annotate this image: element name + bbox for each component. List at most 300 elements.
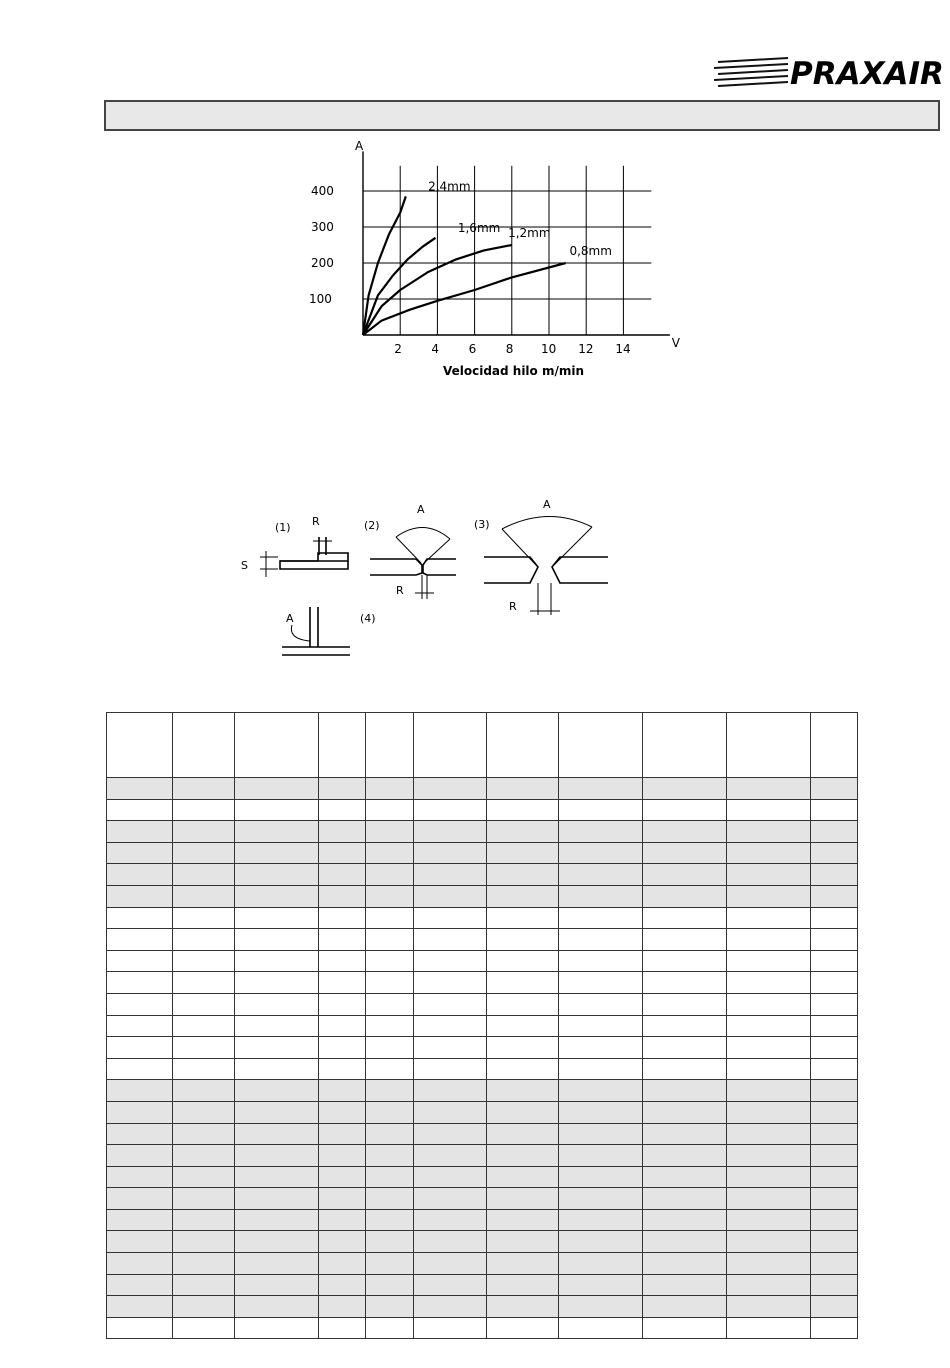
table-cell	[235, 1037, 319, 1059]
table-cell	[173, 1296, 235, 1318]
table-cell	[173, 1145, 235, 1167]
table-cell	[414, 1296, 487, 1318]
header-cell	[414, 713, 487, 778]
table-cell	[414, 1058, 487, 1080]
table-cell	[559, 1274, 643, 1296]
table-cell	[487, 929, 559, 951]
table-cell	[414, 1037, 487, 1059]
table-cell	[366, 842, 414, 864]
table-cell	[107, 1274, 173, 1296]
table-cell	[414, 821, 487, 843]
table-cell	[173, 1209, 235, 1231]
table-cell	[643, 1037, 727, 1059]
table-cell	[559, 907, 643, 929]
y-axis-label: A	[355, 139, 364, 153]
brand-name: PRAXAIR	[790, 56, 944, 92]
table-cell	[727, 864, 811, 886]
table-cell	[319, 1296, 366, 1318]
table-cell	[727, 1209, 811, 1231]
table-cell	[811, 1296, 858, 1318]
table-cell	[173, 972, 235, 994]
x-axis-label: Velocidad hilo m/min	[442, 364, 585, 378]
table-cell	[107, 950, 173, 972]
table-cell	[727, 1123, 811, 1145]
table-cell	[559, 842, 643, 864]
chart-labels	[309, 139, 681, 378]
table-cell	[107, 1101, 173, 1123]
table-cell	[414, 1231, 487, 1253]
table-cell	[643, 1231, 727, 1253]
table-cell	[366, 1015, 414, 1037]
table-cell	[559, 1188, 643, 1210]
table-cell	[727, 929, 811, 951]
table-cell	[811, 993, 858, 1015]
table-cell	[487, 1080, 559, 1102]
table-cell	[319, 1166, 366, 1188]
table-cell	[811, 1058, 858, 1080]
series-label: 2,4mm	[428, 179, 471, 194]
table-cell	[811, 1101, 858, 1123]
header-cell	[487, 713, 559, 778]
table-cell	[366, 1123, 414, 1145]
table-cell	[643, 778, 727, 800]
table-row	[107, 799, 858, 821]
table-cell	[414, 1015, 487, 1037]
series-label: 1,6mm	[457, 220, 501, 235]
table-cell	[727, 1317, 811, 1339]
table-cell	[811, 778, 858, 800]
table-cell	[366, 907, 414, 929]
table-cell	[235, 778, 319, 800]
table-cell	[643, 1145, 727, 1167]
table-cell	[319, 1188, 366, 1210]
table-cell	[319, 1209, 366, 1231]
table-cell	[811, 1231, 858, 1253]
parameters-table	[106, 712, 858, 1339]
table-cell	[414, 1166, 487, 1188]
table-cell	[235, 1209, 319, 1231]
table-cell	[235, 1317, 319, 1339]
table-cell	[643, 799, 727, 821]
y-tick-label: 200	[311, 256, 334, 270]
table-row	[107, 1274, 858, 1296]
table-cell	[173, 799, 235, 821]
table-cell	[235, 1253, 319, 1275]
table-cell	[107, 821, 173, 843]
table-cell	[366, 1253, 414, 1275]
x-tick-label: 4	[431, 342, 440, 356]
table-cell	[235, 972, 319, 994]
x-tick-label: 14	[615, 342, 631, 356]
table-cell	[559, 972, 643, 994]
table-cell	[487, 907, 559, 929]
table-cell	[414, 1317, 487, 1339]
table-cell	[107, 799, 173, 821]
table-cell	[727, 1037, 811, 1059]
table-cell	[366, 821, 414, 843]
table-row	[107, 907, 858, 929]
table-cell	[811, 885, 858, 907]
joint-2-label: (2)	[364, 519, 380, 532]
table-cell	[366, 778, 414, 800]
table-cell	[559, 1037, 643, 1059]
table-cell	[727, 1253, 811, 1275]
series-curve-1	[363, 238, 436, 335]
table-cell	[414, 1188, 487, 1210]
table-cell	[414, 1101, 487, 1123]
table-cell	[811, 864, 858, 886]
table-cell	[319, 821, 366, 843]
table-cell	[235, 842, 319, 864]
table-cell	[811, 1037, 858, 1059]
table-cell	[727, 778, 811, 800]
table-cell	[366, 1080, 414, 1102]
table-cell	[319, 1274, 366, 1296]
table-cell	[414, 778, 487, 800]
table-cell	[235, 1080, 319, 1102]
table-cell	[559, 885, 643, 907]
table-cell	[811, 1274, 858, 1296]
parameters-grid	[106, 712, 858, 1339]
table-cell	[414, 972, 487, 994]
table-cell	[559, 950, 643, 972]
table-cell	[366, 1058, 414, 1080]
table-cell	[107, 1015, 173, 1037]
table-cell	[235, 799, 319, 821]
table-row	[107, 821, 858, 843]
x-tick-label: 2	[394, 342, 402, 356]
table-cell	[487, 821, 559, 843]
table-row	[107, 972, 858, 994]
table-cell	[173, 1274, 235, 1296]
joint-preparation-diagram	[230, 495, 630, 665]
table-cell	[235, 1274, 319, 1296]
table-cell	[414, 799, 487, 821]
table-cell	[487, 1231, 559, 1253]
table-row	[107, 864, 858, 886]
table-cell	[414, 1123, 487, 1145]
x-tick-label: 6	[468, 342, 477, 356]
table-cell	[811, 950, 858, 972]
wire-speed-current-chart	[300, 135, 700, 385]
table-cell	[643, 842, 727, 864]
table-cell	[235, 864, 319, 886]
table-cell	[235, 1123, 319, 1145]
joint-2-r-label: R	[396, 584, 404, 597]
table-cell	[727, 1188, 811, 1210]
table-cell	[487, 993, 559, 1015]
table-cell	[319, 1058, 366, 1080]
header-cell	[107, 713, 173, 778]
table-cell	[173, 929, 235, 951]
table-cell	[319, 1145, 366, 1167]
table-cell	[366, 1166, 414, 1188]
table-cell	[319, 864, 366, 886]
table-cell	[727, 993, 811, 1015]
table-cell	[727, 799, 811, 821]
header-cell	[235, 713, 319, 778]
y-tick-label: 100	[309, 292, 332, 306]
table-cell	[366, 1209, 414, 1231]
table-cell	[559, 1296, 643, 1318]
table-cell	[173, 1037, 235, 1059]
table-cell	[173, 885, 235, 907]
table-cell	[727, 1145, 811, 1167]
table-cell	[319, 778, 366, 800]
joint-3-label: (3)	[474, 518, 490, 531]
table-cell	[235, 929, 319, 951]
table-cell	[643, 1209, 727, 1231]
table-cell	[173, 950, 235, 972]
table-cell	[173, 993, 235, 1015]
table-cell	[727, 907, 811, 929]
table-cell	[319, 1123, 366, 1145]
table-cell	[559, 1231, 643, 1253]
table-row	[107, 1123, 858, 1145]
table-cell	[319, 907, 366, 929]
table-cell	[487, 1166, 559, 1188]
table-cell	[235, 1145, 319, 1167]
table-cell	[366, 1317, 414, 1339]
table-cell	[643, 1101, 727, 1123]
joint-2-a-label: A	[417, 503, 425, 516]
table-row	[107, 1058, 858, 1080]
joint-3-figure	[484, 516, 608, 615]
joint-3-a-label: A	[543, 498, 551, 511]
table-cell	[366, 885, 414, 907]
table-cell	[319, 1253, 366, 1275]
table-cell	[366, 1101, 414, 1123]
table-cell	[173, 1101, 235, 1123]
table-cell	[487, 950, 559, 972]
table-cell	[487, 842, 559, 864]
table-cell	[559, 1253, 643, 1275]
table-cell	[414, 842, 487, 864]
table-row	[107, 1080, 858, 1102]
table-cell	[366, 1274, 414, 1296]
joint-1-r-label: R	[312, 515, 320, 528]
table-row	[107, 993, 858, 1015]
table-cell	[643, 950, 727, 972]
table-cell	[727, 885, 811, 907]
table-cell	[811, 1145, 858, 1167]
table-cell	[107, 1080, 173, 1102]
table-cell	[235, 1231, 319, 1253]
table-cell	[319, 950, 366, 972]
table-cell	[319, 1037, 366, 1059]
table-cell	[727, 1101, 811, 1123]
table-row	[107, 929, 858, 951]
table-cell	[235, 1101, 319, 1123]
table-cell	[319, 885, 366, 907]
header-cell	[643, 713, 727, 778]
table-cell	[811, 972, 858, 994]
table-row	[107, 842, 858, 864]
table-cell	[366, 1231, 414, 1253]
table-row	[107, 885, 858, 907]
x-tick-label: 8	[505, 342, 514, 356]
table-cell	[319, 993, 366, 1015]
table-row	[107, 1188, 858, 1210]
table-cell	[559, 1058, 643, 1080]
table-cell	[811, 929, 858, 951]
table-cell	[366, 993, 414, 1015]
table-cell	[319, 1231, 366, 1253]
table-cell	[366, 929, 414, 951]
table-cell	[811, 1080, 858, 1102]
table-cell	[559, 929, 643, 951]
table-cell	[487, 864, 559, 886]
table-cell	[487, 1188, 559, 1210]
table-row	[107, 1101, 858, 1123]
table-row	[107, 1317, 858, 1339]
table-cell	[811, 842, 858, 864]
table-cell	[811, 1209, 858, 1231]
table-cell	[811, 1015, 858, 1037]
table-cell	[414, 1080, 487, 1102]
table-cell	[643, 885, 727, 907]
table-cell	[107, 885, 173, 907]
table-cell	[173, 1317, 235, 1339]
table-cell	[643, 1188, 727, 1210]
table-cell	[643, 907, 727, 929]
table-cell	[811, 907, 858, 929]
table-cell	[366, 864, 414, 886]
table-cell	[727, 1058, 811, 1080]
table-row	[107, 950, 858, 972]
table-cell	[173, 1188, 235, 1210]
table-cell	[414, 950, 487, 972]
table-cell	[173, 1015, 235, 1037]
table-cell	[107, 1253, 173, 1275]
table-cell	[643, 993, 727, 1015]
table-cell	[107, 972, 173, 994]
table-row	[107, 1231, 858, 1253]
table-cell	[811, 1317, 858, 1339]
table-cell	[319, 1015, 366, 1037]
table-cell	[107, 1296, 173, 1318]
table-cell	[107, 1166, 173, 1188]
table-cell	[107, 842, 173, 864]
y-tick-label: 300	[311, 220, 334, 234]
table-cell	[559, 1166, 643, 1188]
table-cell	[487, 1123, 559, 1145]
joint-2-figure	[370, 527, 456, 599]
table-cell	[643, 1123, 727, 1145]
table-cell	[487, 1317, 559, 1339]
table-cell	[643, 1166, 727, 1188]
table-cell	[811, 1166, 858, 1188]
series-label: 1,2mm	[508, 226, 551, 240]
table-cell	[235, 821, 319, 843]
table-cell	[414, 1145, 487, 1167]
table-cell	[235, 1296, 319, 1318]
table-cell	[727, 1166, 811, 1188]
table-cell	[727, 1015, 811, 1037]
table-cell	[107, 1231, 173, 1253]
table-cell	[487, 1209, 559, 1231]
chart-curves	[363, 196, 566, 335]
table-cell	[559, 799, 643, 821]
table-cell	[235, 1058, 319, 1080]
table-cell	[173, 1166, 235, 1188]
table-cell	[559, 778, 643, 800]
table-cell	[107, 778, 173, 800]
table-cell	[487, 1274, 559, 1296]
table-cell	[173, 1253, 235, 1275]
table-cell	[559, 864, 643, 886]
table-cell	[319, 799, 366, 821]
table-cell	[727, 1231, 811, 1253]
table-cell	[487, 1296, 559, 1318]
table-cell	[487, 1101, 559, 1123]
table-cell	[559, 821, 643, 843]
table-cell	[366, 1296, 414, 1318]
table-cell	[559, 1209, 643, 1231]
table-cell	[173, 864, 235, 886]
table-cell	[727, 1080, 811, 1102]
table-row	[107, 1296, 858, 1318]
table-cell	[559, 1317, 643, 1339]
table-cell	[107, 1209, 173, 1231]
table-cell	[173, 842, 235, 864]
table-cell	[107, 1188, 173, 1210]
table-cell	[107, 864, 173, 886]
table-row	[107, 1209, 858, 1231]
table-cell	[173, 1231, 235, 1253]
table-cell	[487, 778, 559, 800]
table-cell	[487, 972, 559, 994]
header-cell	[811, 713, 858, 778]
table-row	[107, 1253, 858, 1275]
table-cell	[173, 907, 235, 929]
table-cell	[366, 799, 414, 821]
series-label: 0,8mm	[569, 244, 612, 258]
table-cell	[487, 1145, 559, 1167]
table-cell	[235, 1188, 319, 1210]
table-cell	[235, 885, 319, 907]
table-cell	[727, 842, 811, 864]
joint-3-r-label: R	[509, 600, 517, 613]
table-cell	[366, 1188, 414, 1210]
section-header-bar	[104, 100, 940, 131]
table-cell	[366, 972, 414, 994]
table-cell	[173, 821, 235, 843]
table-cell	[643, 1274, 727, 1296]
table-cell	[559, 1015, 643, 1037]
table-cell	[107, 1317, 173, 1339]
table-header-row	[107, 713, 858, 778]
table-cell	[643, 972, 727, 994]
table-cell	[107, 993, 173, 1015]
table-cell	[173, 778, 235, 800]
x-tick-label: 10	[541, 342, 557, 356]
table-cell	[487, 885, 559, 907]
table-row	[107, 1166, 858, 1188]
header-cell	[319, 713, 366, 778]
table-cell	[811, 1188, 858, 1210]
table-cell	[414, 885, 487, 907]
table-cell	[414, 929, 487, 951]
table-cell	[643, 821, 727, 843]
header-cell	[559, 713, 643, 778]
table-cell	[319, 1101, 366, 1123]
table-cell	[173, 1080, 235, 1102]
table-cell	[727, 821, 811, 843]
table-cell	[107, 907, 173, 929]
table-cell	[643, 1058, 727, 1080]
table-row	[107, 1015, 858, 1037]
